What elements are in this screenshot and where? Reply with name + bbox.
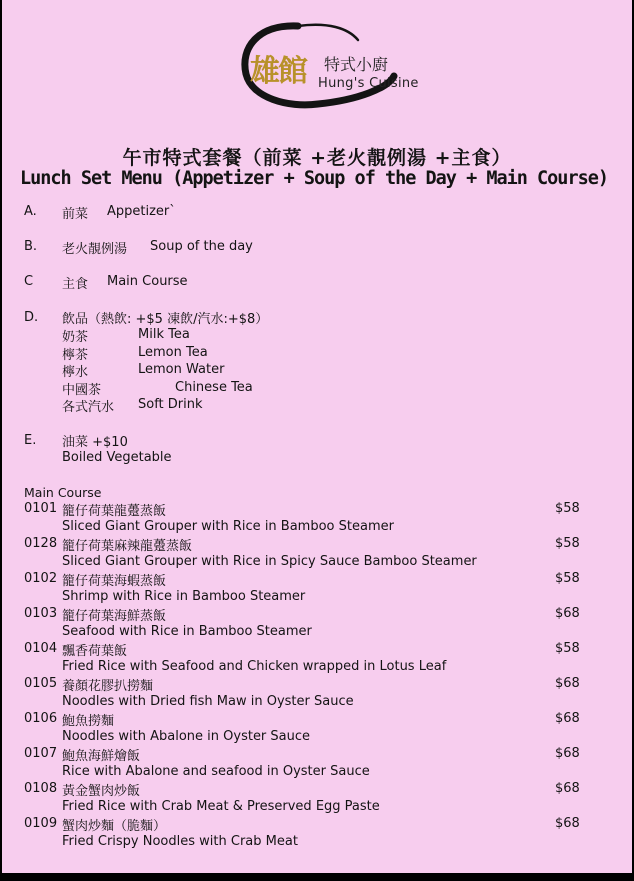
main-course-heading: Main Course [24,485,102,500]
item-price: $68 [555,606,580,621]
option-b-en: Soup of the day [150,239,253,254]
item-code: 0105 [24,676,58,691]
menu-title-chinese: 午市特式套餐（前菜 +老火靚例湯 +主食） [122,147,512,169]
item-code: 0103 [24,606,58,621]
drink-cn: 檸茶 [62,348,89,363]
option-d-letter: D. [24,310,39,325]
item-en: Rice with Abalone and seafood in Oyster Sauce [62,764,370,779]
item-code: 0128 [24,536,58,551]
logo-cjk-text: 雄館 [250,54,306,89]
option-a-cn: 前菜 [62,207,89,222]
drink-cn: 各式汽水 [62,400,115,415]
drink-cn: 奶茶 [62,330,89,345]
option-c-en: Main Course [107,274,188,289]
item-cn: 籠仔荷葉海鮮蒸飯 [62,609,167,624]
item-en: Noodles with Abalone in Oyster Sauce [62,729,311,744]
drink-cn: 中國茶 [62,383,102,398]
item-cn: 籠仔荷葉龍躉蒸飯 [62,504,167,519]
item-code: 0106 [24,711,58,726]
item-cn: 籠仔荷葉海蝦蒸飯 [62,574,167,589]
item-code: 0102 [24,571,58,586]
option-b-cn: 老火靚例湯 [62,242,128,257]
logo-english-name: Hung's Cuisine [318,76,419,91]
item-cn: 籠仔荷葉麻辣龍躉蒸飯 [62,539,193,554]
item-price: $68 [555,676,580,691]
item-en: Shrimp with Rice in Bamboo Steamer [62,589,306,604]
item-code: 0104 [24,641,58,656]
item-price: $58 [555,571,580,586]
item-en: Fried Rice with Seafood and Chicken wrapped in Lotus Leaf [62,659,447,674]
item-code: 0107 [24,746,58,761]
item-en: Fried Rice with Crab Meat & Preserved Egg Paste [62,799,380,814]
drink-en: Chinese Tea [175,380,253,395]
item-price: $68 [555,781,580,796]
item-code: 0101 [24,501,58,516]
item-code: 0109 [24,816,58,831]
option-d-heading: 飲品（熱飲: +$5 凍飲/汽水:+$8） [62,312,269,327]
item-en: Sliced Giant Grouper with Rice in Spicy Sauce Bamboo Steamer [62,554,477,569]
item-cn: 鮑魚海鮮燴飯 [62,749,141,764]
option-a-en: Appetizer` [107,204,176,219]
item-price: $68 [555,746,580,761]
item-en: Noodles with Dried fish Maw in Oyster Sauce [62,694,354,709]
option-e-en: Boiled Vegetable [62,450,172,465]
option-b-letter: B. [24,239,38,254]
drink-en: Soft Drink [138,397,203,412]
restaurant-logo [238,18,438,110]
option-e-letter: E. [24,433,37,448]
item-cn: 蟹肉炒麵（脆麵） [62,819,167,834]
drink-en: Lemon Water [138,362,225,377]
option-c-cn: 主食 [62,277,89,292]
item-en: Fried Crispy Noodles with Crab Meat [62,834,298,849]
item-en: Sliced Giant Grouper with Rice in Bamboo Steamer [62,519,394,534]
item-cn: 飄香荷葉飯 [62,644,128,659]
item-code: 0108 [24,781,58,796]
item-cn: 養顏花膠扒撈麵 [62,679,154,694]
drink-en: Milk Tea [138,327,190,342]
item-cn: 鮑魚撈麵 [62,714,115,729]
drink-en: Lemon Tea [138,345,208,360]
option-c-letter: C [24,274,34,289]
menu-title-english: Lunch Set Menu (Appetizer + Soup of the Day + Main Course) [20,168,609,189]
item-price: $68 [555,711,580,726]
item-price: $58 [555,501,580,516]
menu-page [2,0,632,873]
drink-cn: 檸水 [62,365,89,380]
item-price: $68 [555,816,580,831]
option-e-cn: 油菜 +$10 [62,435,128,450]
item-en: Seafood with Rice in Bamboo Steamer [62,624,312,639]
item-price: $58 [555,641,580,656]
option-a-letter: A. [24,204,37,219]
logo-subtitle: 特式小廚 [324,55,389,74]
item-cn: 黃金蟹肉炒飯 [62,784,141,799]
item-price: $58 [555,536,580,551]
